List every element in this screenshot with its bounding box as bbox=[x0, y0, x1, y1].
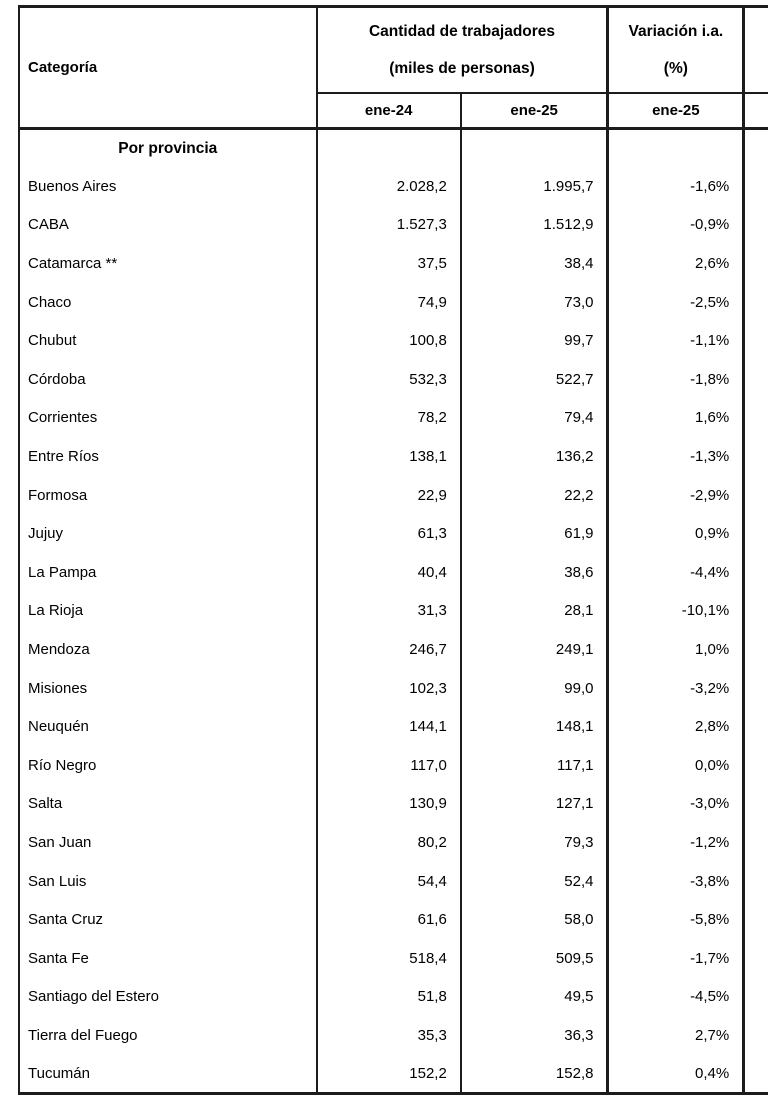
value-ene25-cell: 117,1 bbox=[461, 746, 608, 785]
province-name-cell: CABA bbox=[19, 206, 317, 245]
table-row bbox=[19, 669, 768, 708]
table-row bbox=[19, 707, 768, 746]
value-ene24-cell: 144,1 bbox=[317, 707, 461, 746]
value-ene24-cell: 61,3 bbox=[317, 514, 461, 553]
cutoff-cell bbox=[744, 1055, 768, 1094]
table-row bbox=[19, 785, 768, 824]
table-row bbox=[19, 514, 768, 553]
variation-cell: -3,2% bbox=[608, 669, 744, 708]
table-row bbox=[19, 206, 768, 245]
province-name-cell: La Pampa bbox=[19, 553, 317, 592]
subheader-ene24: ene-24 bbox=[317, 93, 461, 129]
variation-cell: -10,1% bbox=[608, 592, 744, 631]
value-ene25-cell: 28,1 bbox=[461, 592, 608, 631]
cutoff-cell bbox=[744, 437, 768, 476]
table-row bbox=[19, 244, 768, 283]
value-ene25-cell: 1.512,9 bbox=[461, 206, 608, 245]
variation-cell: -1,6% bbox=[608, 167, 744, 206]
variation-cell: -1,1% bbox=[608, 321, 744, 360]
value-ene25-cell: 79,3 bbox=[461, 823, 608, 862]
value-ene24-cell: 138,1 bbox=[317, 437, 461, 476]
province-name-cell: Tierra del Fuego bbox=[19, 1016, 317, 1055]
province-name-cell: Chaco bbox=[19, 283, 317, 322]
value-ene25-cell: 99,7 bbox=[461, 321, 608, 360]
value-ene24-cell: 51,8 bbox=[317, 978, 461, 1017]
value-ene24-cell: 61,6 bbox=[317, 900, 461, 939]
province-name-cell: Santiago del Estero bbox=[19, 978, 317, 1017]
cutoff-cell bbox=[744, 283, 768, 322]
variation-cell: 0,4% bbox=[608, 1055, 744, 1094]
cutoff-cell bbox=[744, 476, 768, 515]
table-row bbox=[19, 553, 768, 592]
header-cutoff-cell bbox=[744, 7, 768, 93]
value-ene24-cell: 74,9 bbox=[317, 283, 461, 322]
table-row bbox=[19, 399, 768, 438]
value-ene24-cell: 246,7 bbox=[317, 630, 461, 669]
value-ene24-cell: 518,4 bbox=[317, 939, 461, 978]
variation-cell: 1,0% bbox=[608, 630, 744, 669]
variation-cell: -1,7% bbox=[608, 939, 744, 978]
variation-cell: -1,2% bbox=[608, 823, 744, 862]
table-row bbox=[19, 823, 768, 862]
province-name-cell: San Luis bbox=[19, 862, 317, 901]
province-name-cell: Jujuy bbox=[19, 514, 317, 553]
cutoff-cell bbox=[744, 592, 768, 631]
cutoff-cell bbox=[744, 746, 768, 785]
table-row bbox=[19, 476, 768, 515]
variation-cell: 2,7% bbox=[608, 1016, 744, 1055]
cutoff-cell bbox=[744, 862, 768, 901]
table-row bbox=[19, 1016, 768, 1055]
header-category: Categoría bbox=[19, 7, 317, 129]
variation-cell: -3,8% bbox=[608, 862, 744, 901]
header-workers-line2: (miles de personas) bbox=[389, 59, 535, 77]
cutoff-cell bbox=[744, 900, 768, 939]
value-ene24-cell: 532,3 bbox=[317, 360, 461, 399]
subheader-variation-ene25: ene-25 bbox=[608, 93, 744, 129]
value-ene24-cell: 78,2 bbox=[317, 399, 461, 438]
table-row bbox=[19, 592, 768, 631]
province-name-cell: Misiones bbox=[19, 669, 317, 708]
cutoff-cell bbox=[744, 630, 768, 669]
province-name-cell: Buenos Aires bbox=[19, 167, 317, 206]
variation-cell: 2,6% bbox=[608, 244, 744, 283]
value-ene25-cell: 61,9 bbox=[461, 514, 608, 553]
variation-cell: -4,5% bbox=[608, 978, 744, 1017]
table-row bbox=[19, 167, 768, 206]
header-row-groups bbox=[19, 7, 768, 93]
table-row bbox=[19, 746, 768, 785]
subheader-ene25: ene-25 bbox=[461, 93, 608, 129]
value-ene25-cell: 38,4 bbox=[461, 244, 608, 283]
value-ene25-cell: 136,2 bbox=[461, 437, 608, 476]
value-ene24-cell: 54,4 bbox=[317, 862, 461, 901]
value-ene25-cell: 73,0 bbox=[461, 283, 608, 322]
cutoff-cell bbox=[744, 321, 768, 360]
cutoff-cell bbox=[744, 360, 768, 399]
cutoff-cell bbox=[744, 206, 768, 245]
table-row bbox=[19, 437, 768, 476]
cutoff-cell bbox=[744, 939, 768, 978]
variation-cell: -0,9% bbox=[608, 206, 744, 245]
value-ene25-cell: 22,2 bbox=[461, 476, 608, 515]
value-ene25-cell: 79,4 bbox=[461, 399, 608, 438]
empty-cell bbox=[608, 129, 744, 168]
value-ene24-cell: 80,2 bbox=[317, 823, 461, 862]
province-name-cell: Entre Ríos bbox=[19, 437, 317, 476]
cutoff-cell bbox=[744, 244, 768, 283]
cutoff-cell bbox=[744, 399, 768, 438]
table-row bbox=[19, 939, 768, 978]
cutoff-cell bbox=[744, 785, 768, 824]
table-row bbox=[19, 862, 768, 901]
variation-cell: 2,8% bbox=[608, 707, 744, 746]
province-name-cell: Chubut bbox=[19, 321, 317, 360]
value-ene25-cell: 148,1 bbox=[461, 707, 608, 746]
province-name-cell: Neuquén bbox=[19, 707, 317, 746]
province-name-cell: La Rioja bbox=[19, 592, 317, 631]
value-ene25-cell: 152,8 bbox=[461, 1055, 608, 1094]
value-ene25-cell: 1.995,7 bbox=[461, 167, 608, 206]
value-ene24-cell: 22,9 bbox=[317, 476, 461, 515]
table-row bbox=[19, 360, 768, 399]
section-label: Por provincia bbox=[19, 129, 317, 168]
value-ene24-cell: 37,5 bbox=[317, 244, 461, 283]
cutoff-cell bbox=[744, 514, 768, 553]
variation-cell: -1,8% bbox=[608, 360, 744, 399]
cutoff-cell bbox=[744, 167, 768, 206]
value-ene25-cell: 52,4 bbox=[461, 862, 608, 901]
value-ene24-cell: 152,2 bbox=[317, 1055, 461, 1094]
province-name-cell: Santa Fe bbox=[19, 939, 317, 978]
cutoff-cell bbox=[744, 129, 768, 168]
value-ene24-cell: 130,9 bbox=[317, 785, 461, 824]
empty-cell bbox=[461, 129, 608, 168]
value-ene24-cell: 1.527,3 bbox=[317, 206, 461, 245]
table-row bbox=[19, 900, 768, 939]
value-ene24-cell: 35,3 bbox=[317, 1016, 461, 1055]
variation-cell: 0,9% bbox=[608, 514, 744, 553]
province-name-cell: Tucumán bbox=[19, 1055, 317, 1094]
value-ene24-cell: 40,4 bbox=[317, 553, 461, 592]
variation-cell: -4,4% bbox=[608, 553, 744, 592]
header-workers-group bbox=[317, 7, 608, 93]
variation-cell: 0,0% bbox=[608, 746, 744, 785]
header-variation-line1: Variación i.a. bbox=[628, 22, 724, 40]
variation-cell: -5,8% bbox=[608, 900, 744, 939]
cutoff-cell bbox=[744, 553, 768, 592]
value-ene25-cell: 36,3 bbox=[461, 1016, 608, 1055]
variation-cell: -2,5% bbox=[608, 283, 744, 322]
variation-cell: -2,9% bbox=[608, 476, 744, 515]
province-name-cell: Córdoba bbox=[19, 360, 317, 399]
subheader-cutoff-cell bbox=[744, 93, 768, 129]
value-ene25-cell: 49,5 bbox=[461, 978, 608, 1017]
value-ene24-cell: 102,3 bbox=[317, 669, 461, 708]
value-ene25-cell: 509,5 bbox=[461, 939, 608, 978]
value-ene25-cell: 38,6 bbox=[461, 553, 608, 592]
cutoff-cell bbox=[744, 707, 768, 746]
empty-cell bbox=[317, 129, 461, 168]
value-ene24-cell: 100,8 bbox=[317, 321, 461, 360]
table-row bbox=[19, 1055, 768, 1094]
value-ene25-cell: 99,0 bbox=[461, 669, 608, 708]
province-name-cell: Santa Cruz bbox=[19, 900, 317, 939]
variation-cell: -1,3% bbox=[608, 437, 744, 476]
province-name-cell: Corrientes bbox=[19, 399, 317, 438]
cutoff-cell bbox=[744, 823, 768, 862]
cutoff-cell bbox=[744, 1016, 768, 1055]
province-name-cell: Río Negro bbox=[19, 746, 317, 785]
value-ene25-cell: 127,1 bbox=[461, 785, 608, 824]
province-name-cell: Formosa bbox=[19, 476, 317, 515]
province-name-cell: San Juan bbox=[19, 823, 317, 862]
table-row bbox=[19, 630, 768, 669]
table-body bbox=[19, 129, 768, 1094]
province-name-cell: Mendoza bbox=[19, 630, 317, 669]
section-row-por-provincia bbox=[19, 129, 768, 168]
value-ene25-cell: 58,0 bbox=[461, 900, 608, 939]
table-row bbox=[19, 978, 768, 1017]
header-workers-line1: Cantidad de trabajadores bbox=[368, 22, 556, 40]
header-variation-line2: (%) bbox=[663, 59, 688, 77]
cutoff-cell bbox=[744, 669, 768, 708]
employment-by-province-table bbox=[18, 5, 768, 1095]
table-row bbox=[19, 321, 768, 360]
value-ene24-cell: 117,0 bbox=[317, 746, 461, 785]
header-variation-group bbox=[608, 7, 744, 93]
province-name-cell: Catamarca ** bbox=[19, 244, 317, 283]
value-ene25-cell: 249,1 bbox=[461, 630, 608, 669]
province-name-cell: Salta bbox=[19, 785, 317, 824]
table-row bbox=[19, 283, 768, 322]
cutoff-cell bbox=[744, 978, 768, 1017]
value-ene24-cell: 31,3 bbox=[317, 592, 461, 631]
variation-cell: -3,0% bbox=[608, 785, 744, 824]
variation-cell: 1,6% bbox=[608, 399, 744, 438]
value-ene25-cell: 522,7 bbox=[461, 360, 608, 399]
value-ene24-cell: 2.028,2 bbox=[317, 167, 461, 206]
